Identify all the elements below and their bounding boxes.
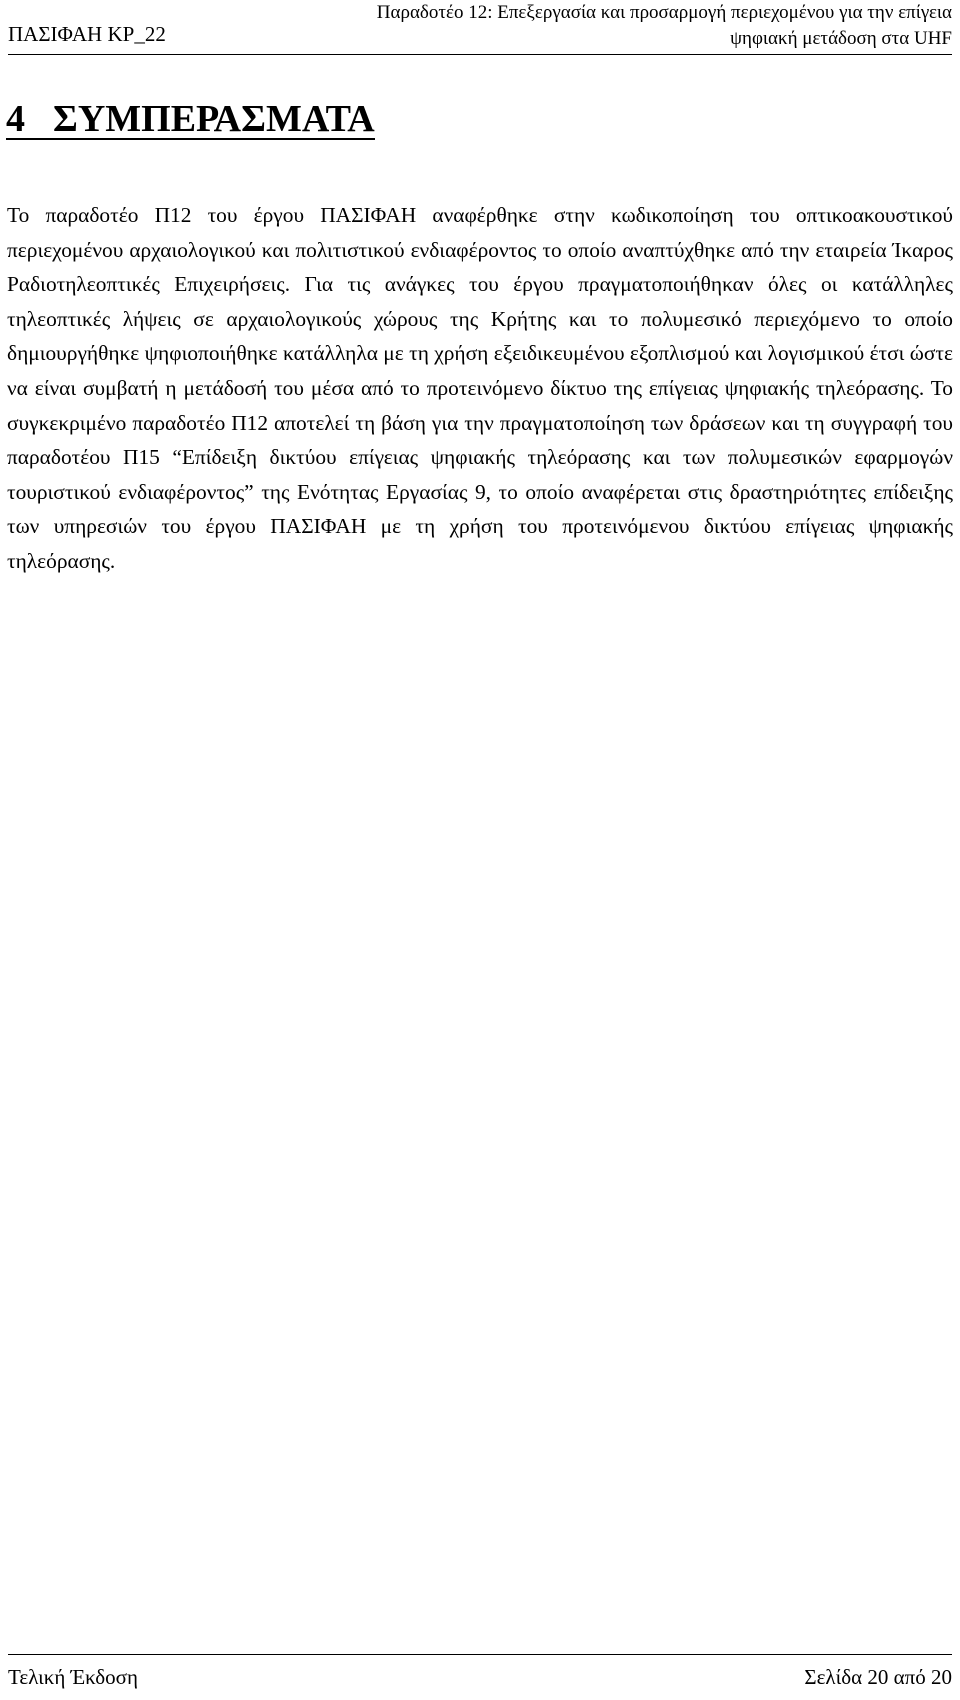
header-divider [8, 54, 952, 55]
header-deliverable-title [232, 0, 952, 52]
chapter-heading [6, 97, 375, 141]
page-header [8, 0, 952, 52]
footer-page-number: Σελίδα 20 από 20 [804, 1665, 952, 1689]
footer-version: Τελική Έκδοση [8, 1665, 138, 1689]
header-deliverable-title-line1: Παραδοτέο 12: Επεξεργασία και προσαρμογή περιεχομένου για την επίγεια [376, 2, 952, 23]
chapter-number: 4 [6, 98, 25, 140]
chapter-heading-underline [6, 138, 375, 140]
conclusions-paragraph: Το παραδοτέο Π12 του έργου ΠΑΣΙΦΑΗ αναφέρθηκε στην κωδικοποίηση του οπτικοακουστικού περιεχομένου αρχαιολογικού και πολιτιστικού ενδιαφέροντος το οποίο αναπτύχθηκε από την εταιρεία Ίκαρος Ραδιοτηλεοπτικές Επιχειρήσεις. Για τις ανάγκες του έργου πραγματοποιήθηκαν όλες οι κατάλληλες τηλεοπτικές λήψεις σε αρχαιολογικούς χώρους της Κρήτης και το πολυμεσικό περιεχόμενο το οποίο δημιουργήθηκε ψηφιοποιήθηκε κατάλληλα με τη χρήση εξειδικευμένου εξοπλισμού και λογισμικού έτσι ώστε να είναι συμβατή η μετάδοσή του μέσα από το προτεινόμενο δίκτυο της επίγειας ψηφιακής τηλεόρασης. Το συγκεκριμένο παραδοτέο Π12 αποτελεί τη βάση για την πραγματοποίηση των δράσεων και τη συγγραφή του παραδοτέου Π15 “Επίδειξη δικτύου επίγειας ψηφιακής τηλεόρασης και των πολυμεσικών εφαρμογών τουριστικού ενδιαφέροντος” της Ενότητας Εργασίας 9, το οποίο αναφέρεται στις δραστηριότητες επίδειξης των υπηρεσιών του έργου ΠΑΣΙΦΑΗ με τη χρήση του προτεινόμενου δικτύου επίγειας ψηφιακής τηλεόρασης. [7, 203, 953, 573]
header-project-code: ΠΑΣΙΦΑΗ ΚΡ_22 [8, 22, 166, 46]
footer-divider [8, 1654, 952, 1655]
chapter-title-text: ΣΥΜΠΕΡΑΣΜΑΤΑ [53, 98, 375, 140]
header-deliverable-title-line2: ψηφιακή μετάδοση στα UHF [730, 28, 952, 49]
